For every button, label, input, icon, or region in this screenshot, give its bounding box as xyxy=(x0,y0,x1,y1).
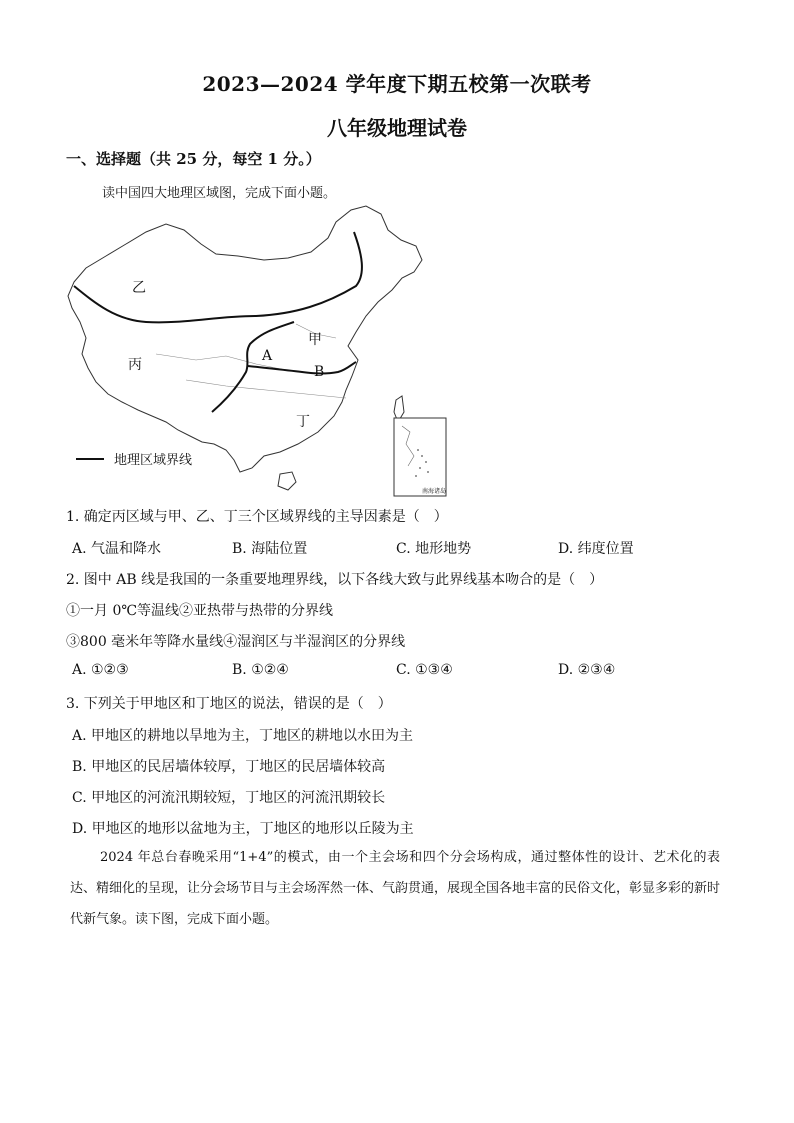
question-3-stem: 3. 下列关于甲地区和丁地区的说法，错误的是（ ） xyxy=(66,696,392,712)
question-1-stem: 1. 确定丙区域与甲、乙、丁三个区域界线的主导因素是（ ） xyxy=(66,509,448,525)
section-heading: 一、选择题（共 25 分，每空 1 分。） xyxy=(66,150,321,168)
china-outline xyxy=(68,206,422,472)
passage-text: 2024 年总台春晚采用“1+4”的模式，由一个主会场和四个分会场构成，通过整体性的设计、艺术化的表达、精细化的呈现，让分会场节目与主会场浑然一体、气韵贯通，展现全国各地丰富的民俗文化，彰显多彩的新时代新气象。读下图，完成下面小题。 xyxy=(70,850,721,927)
question-1-option-c[interactable]: C. 地形地势 xyxy=(396,541,472,557)
question-1-option-b[interactable]: B. 海陆位置 xyxy=(232,541,308,557)
question-2-option-d[interactable]: D. ②③④ xyxy=(558,662,616,678)
boundary-label-b: B xyxy=(314,364,325,380)
exam-subtitle: 八年级地理试卷 xyxy=(327,116,467,140)
question-1-option-a[interactable]: A. 气温和降水 xyxy=(72,541,162,557)
china-regions-map xyxy=(66,204,460,500)
exam-title: 2023—2024 学年度下期五校第一次联考 xyxy=(202,72,592,96)
question-2-option-b[interactable]: B. ①②④ xyxy=(232,662,289,678)
question-1-option-d[interactable]: D. 纬度位置 xyxy=(558,541,634,557)
question-2-statement-2: ③800 毫米年等降水量线④湿润区与半湿润区的分界线 xyxy=(66,634,406,650)
passage-paragraph xyxy=(70,842,720,935)
question-intro: 读中国四大地理区域图，完成下面小题。 xyxy=(102,186,337,201)
question-2-stem: 2. 图中 AB 线是我国的一条重要地理界线，以下各线大致与此界线基本吻合的是（ ） xyxy=(66,572,604,588)
legend-label: 地理区域界线 xyxy=(114,453,193,468)
question-2-option-a[interactable]: A. ①②③ xyxy=(72,662,129,678)
hainan-island xyxy=(278,472,296,490)
region-label-bing: 丙 xyxy=(128,357,142,373)
south-china-sea-inset xyxy=(394,418,446,496)
inset-label: 南海诸岛 xyxy=(422,488,447,495)
boundary-label-a: A xyxy=(262,348,273,364)
question-3-option-b[interactable]: B. 甲地区的民居墙体较厚，丁地区的民居墙体较高 xyxy=(72,759,386,775)
question-2-option-c[interactable]: C. ①③④ xyxy=(396,662,453,678)
region-label-ding: 丁 xyxy=(296,414,310,430)
question-3-option-c[interactable]: C. 甲地区的河流汛期较短，丁地区的河流汛期较长 xyxy=(72,790,386,806)
question-3-option-d[interactable]: D. 甲地区的地形以盆地为主，丁地区的地形以丘陵为主 xyxy=(72,821,414,837)
question-2-statement-1: ①一月 0℃等温线②亚热带与热带的分界线 xyxy=(66,603,334,619)
region-label-jia: 甲 xyxy=(308,332,322,348)
region-label-yi: 乙 xyxy=(132,280,146,296)
question-3-option-a[interactable]: A. 甲地区的耕地以旱地为主，丁地区的耕地以水田为主 xyxy=(72,728,414,744)
